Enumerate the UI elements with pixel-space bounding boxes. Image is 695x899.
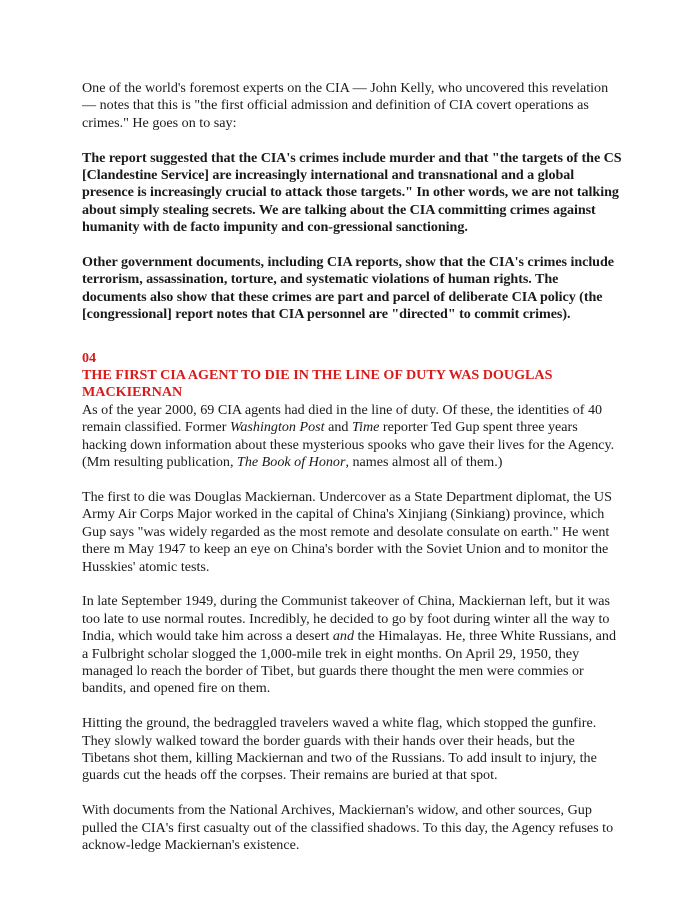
p1-text-2: and [324, 419, 352, 436]
body-paragraph-1 [82, 402, 622, 472]
intro-paragraph: One of the world's foremost experts on the CIA — John Kelly, who uncovered this revelation — notes that this is "the first official admission and definition of CIA covert operations as crimes." He goes on to say: [82, 80, 609, 131]
body-paragraph-4: Hitting the ground, the bedraggled travelers waved a white flag, which stopped the gunfire. They slowly walked toward the border guards with their hands over their heads, but the Tibetans shot them, killing Mackiernan and two of the Russians. To add insult to injury, the guards cut the heads off the corpses. Their remains are buried at that spot. [82, 715, 597, 784]
p3-text-1: In late September 1949, during the Communist takeover of China, Mackiernan left, but it was too late to use normal routes. Incredibly, he decided to go by foot during winter all the way to India, which would take him across a desert [82, 593, 610, 645]
p1-italic-washington-post: Washington Post [229, 419, 325, 436]
document-page [82, 80, 622, 854]
body-paragraph-2: The first to die was Douglas Mackiernan. Undercover as a State Department diplomat, the US Army Air Corps Major worked in the capital of China's Xinjiang (Sinkiang) province, which Gup says "was widely regarded as the most remote and desolate consulate on earth." He went there m May 1947 to keep an eye on China's border with the Soviet Union and to monitor the Husskies' atomic tests. [82, 488, 612, 575]
p1-italic-time: Time [351, 419, 380, 436]
quote-paragraph-2: Other government documents, including CIA reports, show that the CIA's crimes include terrorism, assassination, torture, and systematic violations of human rights. The documents also show that these crimes are part and parcel of deliberate CIA policy (the [congressional] report notes that CIA personnel are "directed" to commit crimes). [82, 254, 614, 323]
quote-paragraph-1: The report suggested that the CIA's crimes include murder and that "the targets of the CS [Clandestine Service] are increasingly international and transnational and a global presence is increasingly crucial to attack those targets." In other words, we are not talking about simply stealing secrets. We are talking about the CIA committing crimes against humanity with de facto impunity and con-gressional sanctioning. [82, 149, 622, 236]
p3-text-2: the Himalayas. He, three White Russians, and a Fulbright scholar slogged the 1,000-mile trek in eight months. On April 29, 1950, they managed lo reach the border of Tibet, but guards there thought the men were commies or bandits, and opened fire on them. [82, 628, 616, 697]
body-paragraph-3 [82, 593, 622, 697]
p3-italic-and: and [332, 628, 355, 645]
p1-text-1: As of the year 2000, 69 CIA agents had died in the line of duty. Of these, the identities of 40 remain classified. Former [82, 401, 603, 436]
p1-text-4: , names almost all of them.) [345, 454, 503, 471]
section-heading: THE FIRST CIA AGENT TO DIE IN THE LINE OF DUTY WAS DOUGLAS MACKIERNAN [82, 367, 553, 401]
section-number: 04 [82, 349, 97, 366]
p1-italic-book-of-honor: The Book of Honor [237, 454, 346, 471]
body-paragraph-5: With documents from the National Archives, Mackiernan's widow, and other sources, Gup pulled the CIA's first casualty out of the classified shadows. To this day, the Agency refuses to acknow-ledge Mackiernan's existence. [82, 802, 614, 853]
p1-text-3: reporter Ted Gup spent three years hacking down information about these mysterious spooks who gave their lives for the Agency. (Mm resulting publication, [82, 419, 615, 471]
